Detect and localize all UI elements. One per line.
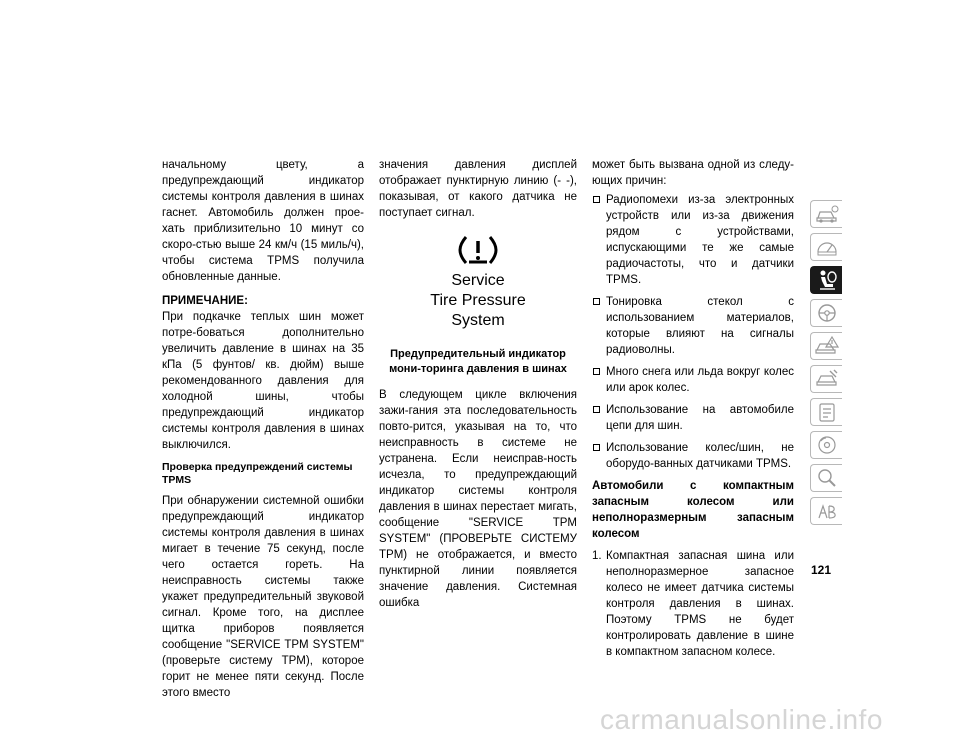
numbered-item — [592, 548, 794, 660]
chapter-tab-multimedia[interactable] — [810, 431, 842, 459]
list-item-text: Радиопомехи из-за электронных устройств или из-за движения рядом с устройствами, испускающими те же самые радиочастоты, что и датчики TPMS. — [606, 194, 794, 286]
watermark: carmanualsonline.info — [600, 704, 883, 735]
bullet-square-icon — [593, 406, 600, 413]
text-column-middle — [379, 157, 577, 619]
index-abc-icon — [815, 500, 839, 522]
list-item — [592, 402, 794, 434]
list-item — [592, 364, 794, 396]
bullet-square-icon — [593, 196, 600, 203]
list-item — [592, 440, 794, 472]
figure-caption: Предупредительный индикатор мони-торинга давления в шинах — [389, 348, 567, 375]
safety-airbag-icon — [815, 269, 839, 291]
car-info-icon — [815, 204, 839, 224]
chapter-tab-index[interactable] — [810, 497, 842, 525]
item-number: 1. — [592, 550, 602, 562]
note-text: При подкачке теплых шин может потре-боваться дополнительно увеличить давление в шинах на 35 кПа (5 фунтов/ кв. дюйм) выше рекомендованного давления для холодной шины, чтобы предупреждающий индикатор системы контроля давления в шинах выключился. — [162, 311, 364, 451]
warning-car-icon — [815, 335, 839, 357]
search-magnifier-icon — [815, 467, 839, 489]
dashboard-gauge-icon — [815, 237, 839, 257]
steering-wheel-icon — [815, 302, 839, 324]
chapter-tab-search[interactable] — [810, 464, 842, 492]
chapter-tab-starting[interactable] — [810, 299, 842, 327]
chapter-tab-service[interactable] — [810, 365, 842, 393]
numbered-item-text: Компактная запасная шина или неполноразмерное запасное колесо не имеет датчика системы контроля давления в шинах. Поэтому TPMS не будет контролировать давление в шине в компактном запасном колесе. — [606, 550, 794, 658]
tpms-warning-icon — [457, 233, 499, 267]
list-item — [592, 192, 794, 288]
chapter-tab-emergency[interactable] — [810, 332, 842, 360]
figure-text-tire-pressure: Tire Pressure — [430, 292, 526, 309]
tpms-warning-figure — [379, 233, 577, 341]
text-column-right — [592, 157, 794, 660]
paragraph: может быть вызвана одной из следу-ющих причин: — [592, 159, 794, 187]
paragraph: При обнаружении системной ошибки предупреждающий индикатор системы контроля давления в шинах мигает в течение 75 секунд, после чего остается гореть. На неисправность системы также укажет предупредительный звуковой сигнал. Кроме того, на дисплее щитка приборов появляется сообщение "SERVICE TPM SYSTEM" (проверьте систему TPM), которое горит не менее пяти секунд. После этого вместо — [162, 495, 364, 699]
chapter-tab-car-info[interactable] — [810, 200, 842, 228]
paragraph: В следующем цикле включения зажи-гания эта последовательность повто-рится, указывая на то, что неисправность в системе не устранена. Если неисправ-ность исчезла, то предупреждающий индикатор системы контроля давления в шинах перестает мигать, сообщение "SERVICE TPM SYSTEM" (ПРОВЕРЬТЕ СИСТЕМУ TPM) не отображается, и вместо пунктирной линии появляется значение давления. Системная ошибка — [379, 389, 577, 609]
note-heading: ПРИМЕЧАНИЕ: — [162, 295, 248, 307]
list-item-text: Тонировка стекол с использованием материалов, которые влияют на сигналы радиоволны. — [606, 296, 794, 356]
maintenance-checklist-icon — [815, 401, 839, 423]
figure-text-system: System — [451, 312, 505, 329]
multimedia-disc-icon — [815, 434, 839, 456]
text-column-left — [162, 157, 364, 709]
paragraph: начальному цвету, а предупреждающий индикатор системы контроля давления в шинах гаснет. Автомобиль должен прое-хать приблизительно 10 минут со скоро-стью выше 24 км/ч (15 миль/ч), чтобы система TPMS получила обновленные данные. — [162, 159, 364, 283]
paragraph: значения давления дисплей отображает пунктирную линию (- -), показывая, от какого датчика не поступает сигнал. — [379, 159, 577, 219]
bullet-square-icon — [593, 368, 600, 375]
list-item-text: Использование колес/шин, не оборудо-ванных датчиками TPMS. — [606, 442, 794, 470]
list-item-text: Много снега или льда вокруг колес или арок колес. — [606, 366, 794, 394]
bullet-square-icon — [593, 444, 600, 451]
figure-text-service: Service — [451, 272, 505, 289]
car-service-icon — [815, 368, 839, 390]
bullet-square-icon — [593, 298, 600, 305]
section-heading: Автомобили с компактным запасным колесом или неполноразмерным запасным колесом — [592, 480, 794, 540]
list-item — [592, 294, 794, 358]
page-number: 121 — [810, 563, 831, 577]
chapter-tab-maintenance[interactable] — [810, 398, 842, 426]
list-item-text: Использование на автомобиле цепи для шин. — [606, 404, 794, 432]
chapter-tab-dashboard[interactable] — [810, 233, 842, 261]
chapter-tab-safety[interactable] — [810, 266, 842, 294]
section-heading: Проверка предупреждений системы TPMS — [162, 461, 353, 486]
chapter-tabs — [810, 200, 842, 530]
